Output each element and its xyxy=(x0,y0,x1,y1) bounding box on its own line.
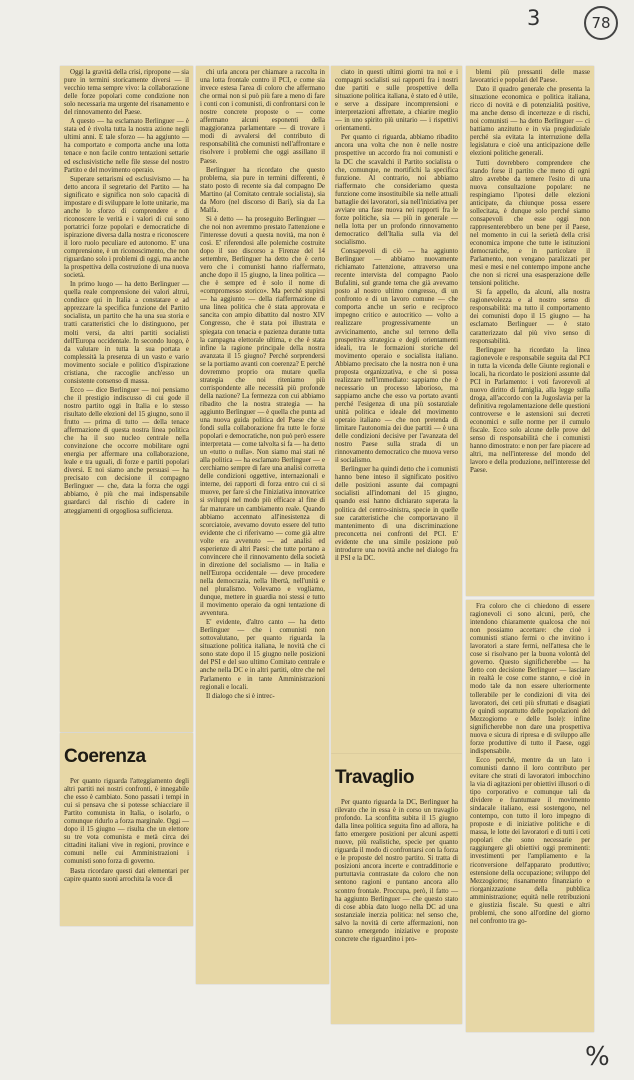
paragraph: Per quanto ci riguarda, abbiamo ribadito ancora una volta che non è nelle nostre prospettive un accordo fra noi comunisti e la DC che scavalchi il Partito socialista o che, comunque, ne mortifichi la specifica funzione. Al contrario, noi abbiamo riaffermato che consideriamo questa funzione come insostituibile sia nelle attuali battaglie dei lavoratori, sia nell'iniziativa per avviare una fase nuova nei rapporti fra le forze politiche, sia — più in generale — nella lotta per un profondo rinnovamento democratico dell'Italia sulla via del socialismo. xyxy=(335,134,458,246)
paragraph: Consapevoli di ciò — ha aggiunto Berlinguer — abbiamo nuovamente richiamato l'attenzione, attraverso una recente intervista del compagno Paolo Bufalini, sul grande tema che già avevamo posto al nostro ultimo congresso, di un confronto e di un lavoro comune — che comporta anche un serio e reciproco impegno critico e autocritico — volto a realizzare progressivamente un avvicinamento, anche sul terreno della prospettiva strategica e degli orientamenti ideali, tra le formazioni storiche del movimento operaio e socialista italiano. Abbiamo precisato che la nostra non è una proposta organizzativa, e che si possa realizzare nell'immediato: sappiamo che è necessario un processo laborioso, ma sappiamo anche che esso va portato avanti perché l'esigenza di una più sostanziale unità politica e ideale del movimento operaio italiano — che non pretenda di limitare l'autonomia dei due partiti — è una delle condizioni decisive per l'avanzata del nostro Paese sulla strada di un rinnovamento democratico che muova verso il socialismo. xyxy=(335,248,458,465)
subheading-travaglio: Travaglio xyxy=(335,767,414,788)
paragraph: Oggi la gravità della crisi, ripropone — sia pure in termini storicamente diversi — il vecchio tema sempre vivo: la collaborazione delle forze popolari come condizione non solo necessaria ma urgente del risanamento e del rinnovamento del Paese. xyxy=(64,69,189,117)
article-column-2 xyxy=(196,66,329,984)
article-column-4-bottom xyxy=(466,600,594,1032)
paragraph: Si è detto — ha proseguito Berlinguer — che noi non avremmo prestato l'attenzione e l'interesse dovuti a questa novità, ma non è così. E' riferendosi alle polemiche costruite dopo il suo discorso a Firenze del 14 settembre, Berlinguer ha detto che è certo vero che i comunisti hanno riaffermato, anche dopo il 15 giugno, la linea politica — che è sempre ed è solo il nome di «compromesso storico». Ma perché stupirsi — ha aggiunto — della riaffermazione di una linea politica che è stata approvata e sancita con ampio dibattito dal nostro XIV Congresso, che è stata poi illustrata e spiegata con tenacia e pazienza durante tutta la campagna elettorale ultima, e che è stata infine la ragione principale della nostra avanzata il 15 giugno? Perché sorprendersi se la portiamo avanti con coerenza? E perché dovremmo proprio ora mutare quella strategia che noi riteniamo più corrispondente alle necessità più profonde della nazione? La fermezza con cui abbiamo ribadito che la nostra strategia — ha aggiunto Berlinguer — è quella che punta ad una nuova guida politica del Paese che si fondi sulla collaborazione fra tutte le forze popolari e democratiche, non può però essere interpretata — come talvolta si fa — ha detto un «tutto o nulla». Non siamo mai stati né alla politica — ha esclamato Berlinguer — e cerchiamo sempre di fare una analisi corretta delle condizioni oggettive, internazionali e interne, dei rapporti di forza entro cui ci si muove, per fare sì che l'iniziativa innovatrice si sviluppi nel modo più efficace al fine di far maturare un cambiamento reale. Quando abbiamo accennato all'inesistenza di scorciatoie, avevamo dovuto essere del tutto evidente che ci riferivamo — come già altre volte era avvenuto — ad analisi ed esperienze di altri Paesi: che tutte portano a convincere che il rinnovamento della società in direzione del socialismo — in Italia e nell'Europa occidentale — deve procedere nella democrazia, nella libertà, nell'unità e nel pluralismo. Volevamo e vogliamo, dunque, mettere in guardia noi stessi e tutto il movimento operaio da ogni tentazione di avventura. xyxy=(200,215,325,618)
handwritten-mark: % xyxy=(585,1042,610,1072)
paragraph: In primo luogo — ha detto Berlinguer — quella reale comprensione dei valori altrui, condiuce qui in Italia a constatare e ad apprezzare la specifica funzione del Partito socialista, un partito che ha una sua storia e tratti caratteristici che lo distinguono, per molti versi, da altri partiti socialisti dell'Europa occidentale. In secondo luogo, è da valutare in tutta la sua portata e complessità la presenza di un vasto e vario movimento sociale e politico d'ispirazione cristiana, che raccoglie anch'esso un consistente consenso di massa. xyxy=(64,281,189,385)
paragraph: Berlinguer ha quindi detto che i comunisti hanno bene inteso il significato positivo delle posizioni assunte dai compagni socialisti all'indomani del 15 giugno, quando essi hanno dichiarato superata la politica del centro-sinistra, specie in quelle sue caratteristiche che comportavano il mantenimento di una discriminazione preconcetta nei confronti del PCI. E' evidente che una simile posizione può introdurre una novità anche nel dialogo fra il PSI e la DC. xyxy=(335,466,458,562)
paragraph: ciato in questi ultimi giorni tra noi e i compagni socialisti sui rapporti fra i nostri due partiti e sulle prospettive della situazione politica italiana, è stato ed è utile, e serve a dissipare incomprensioni e interpretazioni affrettate, a chiarire meglio — in uno spirito più unitario — i rispettivi orientamenti. xyxy=(335,69,458,133)
paragraph: Superare settarismi ed esclusivismo — ha detto ancora il segretario del Partito — ha significato e significa non solo capacità di impostare e di sviluppare le lotte unitarie, ma anche lo sforzo di comprendere e di riconoscere le verità e i valori di cui sono portatrici forze popolari e democratiche di ispirazione diversa dalla nostra e riconoscere il loro ruolo peculiare ed autonomo. E' una comprensione, è un riconoscimento, che non riguardano solo i problemi di oggi, ma anche la prospettiva della costruzione di una nuova società. xyxy=(64,175,189,280)
paragraph: Ecco — dice Berlinguer — noi pensiamo che il prestigio indiscusso di cui gode il nostro partito oggi in Italia e lo stesso risultato delle elezioni del 15 giugno, sono il frutto — prima di tutto — della tenace affermazione di questa nostra linea politica che ha il suo nucleo centrale nella convinzione che occorre mobilitare ogni energia per affermare una collaborazione, leale e tra uguali, di forze e partiti popolari diversi. E noi siamo anche persuasi — ha precisato con decisione il compagno Berlinguer — che, data la forza che oggi abbiamo, è più che mai indispensabile guardarci dal rischio di cadere in atteggiamenti di orgogliosa sufficienza. xyxy=(64,386,189,515)
paragraph: Basta ricordare questi dati elementari per capire quanto suoni arrochita la voce di xyxy=(64,867,189,883)
article-column-3-bottom xyxy=(331,754,462,1024)
paragraph: Il dialogo che si è intrec- xyxy=(206,692,275,700)
article-column-3 xyxy=(331,66,462,754)
paragraph: blemi più pressanti delle masse lavoratrici e popolari del Paese. xyxy=(470,69,590,85)
paragraph: Tutti dovrebbero comprendere che stando forse il partito che meno di ogni altro avrebbe da temere l'esito di una nuova consultazione popolare: ne respingiamo l'ipotesi delle elezioni anticipate, da chiunque possa essere sollecitata, è dunque solo perché siamo consapevoli che esse oggi non rappresenterebbero un bene per il Paese, nel momento in cui la serietà della crisi economica impone che tutte le istituzioni democratiche, e in particolare il Parlamento, non vengano paralizzati per mesi e mesi e nel contempo impone anche che non si ricreì una esasperazione delle tensioni politiche. xyxy=(470,159,590,288)
handwritten-page-number: 3 xyxy=(527,6,541,30)
paragraph: chi urla ancora per chiamare a raccolta in una lotta frontale contro il PCI, e come sia invece estesa l'area di coloro che affermano che ormai non si può più fare a meno di fare i conti con i comunisti, di confrontarsi con le nostre concrete proposte o — come affermano alcuni esponenti della maggioranza parlamentare — di trovare i modi di avvalersi del contributo di responsabilità che comunisti nell'affrontare e risolvere i problemi che oggi assillano il Paese. xyxy=(200,69,325,165)
paragraph: Fra coloro che ci chiedono di essere ragionevoli ci sono alcuni, però, che intendono chiaramente qualcosa che noi non possiamo accettare: che cioè i comunisti stiano fermi o che invitino i lavoratori a stare fermi, nell'attesa che le cose si risolvano per la buona volontà del governo. Questo significherebbe — ha detto con decisione Berlinguer — lasciare in realtà le cose come stanno, e cioè in modo tale da non essere ulteriormente tollerabile per le condizioni di vita dei lavoratori, dei ceti più sfruttati e disagiati (e quindi soprattutto delle popolazioni del Mezzogiorno e delle Isole): infine significherebbe non dare una prospettiva nuova e sicura di ripresa e di sviluppo alle forze produttive di tutto il Paese, oggi indispensabile. xyxy=(470,603,590,755)
paragraph: Si fa appello, da alcuni, alla nostra ragionevolezza e al nostro senso di responsabilità: ma tutto il comportamento dei comunisti dopo il 15 giugno — ha esclamato Berlinguer — è stato caratterizzato dal più vivo senso di responsabilità. xyxy=(470,289,590,345)
paragraph: A questo — ha esclamato Berlinguer — è stata ed è rivolta tutta la nostra azione negli ultimi anni. E tale sforzo — ha aggiunto — ha comportato e comporta anche una lotta tenace e non facile contro tentazioni settarie ed esclusivistiche nelle file stesse del nostro Partito e del movimento operaio. xyxy=(64,118,189,174)
paragraph: Berlinguer ha ricordato che questo problema, sia pure in termini differenti, è stato posto di recente sia dal compagno De Martino (al Comitato centrale socialista), sia da Moro (nel discorso di Bari), sia da La Malfa. xyxy=(200,166,325,214)
article-column-1 xyxy=(60,66,193,732)
paragraph: Ecco perché, mentre da un lato i comunisti danno il loro contributo per evitare che strati di lavoratori imbocchino la via di agitazioni per obiettivi illusori o di tipo corporativo e comunque tali da dividere e frantumare il movimento sindacale italiano, essi sostengono, nel contempo, con tutto il loro impegno di proposte e di iniziative politiche e di massa, le lotte dei lavoratori e di tutti i ceti popolari che sono necessarie per raggiungere gli obiettivi oggi preminenti: investimenti per l'ampliamento e la riconversione dell'apparato produttivo; estensione della occupazione; sviluppo del Mezzogiorno; risanamento finanziario e riorganizzazione della pubblica amministrazione; equità nelle retribuzioni e giustizia fiscale. Su questi e altri problemi, che sono all'ordine del giorno nel confronto tra go- xyxy=(470,756,590,925)
subheading-coerenza: Coerenza xyxy=(64,746,146,767)
paragraph: E' evidente, d'altro canto — ha detto Berlinguer — che i comunisti non sottovalutano, per quanto riguarda la situazione politica italiana, le novità che ci sono state dopo il 15 giugno nelle posizioni del PSI e del suo ultimo Comitato centrale e anche nella DC e in altri partiti, oltre che nel Parlamento e in tante Amministrazioni regionali e locali. xyxy=(200,619,325,691)
paragraph: Dato il quadro generale che presenta la situazione economica e politica italiana, ricco di novità e di potenzialità positive, ma anche denso di incertezze e di rischi, noi comunisti — ha detto Berlinguer — ci battiamo anzitutto e in via pregiudiziale perché sia evitata la interruzione della legislatura e cioè una anticipazione delle elezioni politiche generali. xyxy=(470,86,590,158)
paragraph: Per quanto riguarda la DC, Berlinguer ha rilevato che in essa è in corso un travaglio profondo. La sconfitta subita il 15 giugno dalla linea politica seguita fino ad allora, ha fatto emergere posizioni per alcuni aspetti nuove, più realistiche, specie per quanto riguarda il modo di confrontarsi con la forza e le proposte del nostro partito. Si tratta di posizioni ancora incerte e contraddittorie e purtuttavia contrastate da coloro che non sentono ragioni e puntano ancora allo scontro frontale. Proccupa, però, il fatto — ha aggiunto Berlinguer — che questo stato di cose abbia dato luogo nella DC ad una sostanziale inerzia politica: nel senso che, salvo la novità di certe affermazioni, non stanno emergendo iniziative e proposte concrete che riguardino i pro- xyxy=(335,799,458,943)
article-column-1-bottom xyxy=(60,733,193,926)
paragraph: Per quanto riguarda l'atteggiamento degli altri partiti nei nostri confronti, è innegabile che esso è cambiato. Sono passati i tempi in cui si pensava che si potesse schiacciare il Partito comunista in Italia, o isolarlo, o comunque ridurlo a forza marginale. Oggi — dopo il 15 giugno — risulta che un elettore su tre vota comunista e metà circa dei cittadini italiani vive in regioni, province e comuni nelle cui Amministrazioni i comunisti sono forza di governo. xyxy=(64,778,189,866)
article-column-4 xyxy=(466,66,594,596)
paragraph: Berlinguer ha ricordato la linea ragionevole e responsabile seguita dal PCI in tutta la vicenda delle Giunte regionali e locali, ha ricordato le posizioni assunte dal PCI in Parlamento: i voti favorevoli al nuovo diritto di famiglia, alla legge sulla droga, all'accordo con la Jugoslavia per la definitiva regolamentazione delle questioni controverse e le astensioni sui decreti economici e sulle norme per il cumulo fiscale. Ecco solo alcune delle prove del senso di responsabilità che i comunisti hanno dimostrato: e non per fare piacere ad altri, ma nell'interesse del mondo del lavoro e della produzione, nell'interesse del Paese. xyxy=(470,346,590,475)
circled-archive-number xyxy=(584,6,618,40)
circled-number-text: 78 xyxy=(591,14,611,32)
